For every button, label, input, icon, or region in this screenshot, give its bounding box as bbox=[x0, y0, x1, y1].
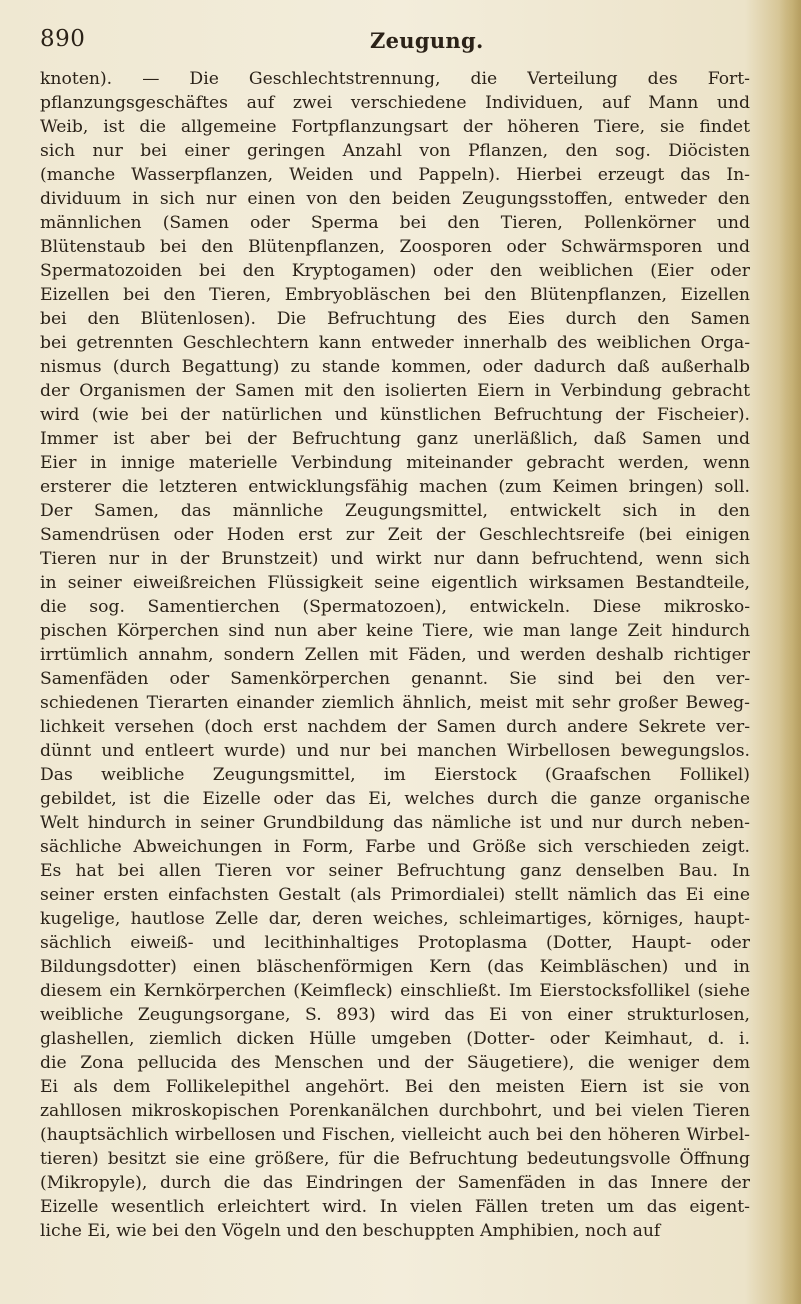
text-line: Tieren nur in der Brunstzeit) und wirkt nur dann befruchtend, wenn sich bbox=[40, 549, 750, 569]
text-line: ersterer die letzteren entwicklungsfähig machen (zum Keimen bringen) soll. bbox=[40, 477, 750, 497]
text-line: zahllosen mikroskopischen Porenkanälchen durchbohrt, und bei vielen Tieren bbox=[40, 1101, 750, 1121]
text-line: Samenfäden oder Samenkörperchen genannt. Sie sind bei den ver- bbox=[40, 669, 750, 689]
body-text bbox=[40, 67, 750, 1243]
text-line: knoten). — Die Geschlechtstrennung, die Verteilung des Fort- bbox=[40, 69, 750, 89]
text-line: Blütenstaub bei den Blütenpflanzen, Zoosporen oder Schwärmsporen und bbox=[40, 237, 750, 257]
text-line: glashellen, ziemlich dicken Hülle umgeben (Dotter- oder Keimhaut, d. i. bbox=[40, 1029, 750, 1049]
text-line: Spermatozoiden bei den Kryptogamen) oder den weiblichen (Eier oder bbox=[40, 261, 750, 281]
text-line: die Zona pellucida des Menschen und der Säugetiere), die weniger dem bbox=[40, 1053, 750, 1073]
text-line: in seiner eiweißreichen Flüssigkeit seine eigentlich wirksamen Bestandteile, bbox=[40, 573, 750, 593]
text-line: diesem ein Kernkörperchen (Keimfleck) einschließt. Im Eierstocksfollikel (siehe bbox=[40, 981, 750, 1001]
text-line: Das weibliche Zeugungsmittel, im Eierstock (Graafschen Follikel) bbox=[40, 765, 750, 785]
text-line: Eizellen bei den Tieren, Embryobläschen bei den Blütenpflanzen, Eizellen bbox=[40, 285, 750, 305]
text-line: (Mikropyle), durch die das Eindringen der Samenfäden in das Innere der bbox=[40, 1173, 750, 1193]
text-line: der Organismen der Samen mit den isolierten Eiern in Verbindung gebracht bbox=[40, 381, 750, 401]
text-line: dividuum in sich nur einen von den beiden Zeugungsstoffen, entweder den bbox=[40, 189, 750, 209]
page-edge-shadow bbox=[779, 0, 801, 1304]
text-line: Es hat bei allen Tieren vor seiner Befruchtung ganz denselben Bau. In bbox=[40, 861, 750, 881]
text-line: Immer ist aber bei der Befruchtung ganz unerläßlich, daß Samen und bbox=[40, 429, 750, 449]
text-line: Der Samen, das männliche Zeugungsmittel, entwickelt sich in den bbox=[40, 501, 750, 521]
text-line: wird (wie bei der natürlichen und künstlichen Befruchtung der Fischeier). bbox=[40, 405, 750, 425]
text-line: Weib, ist die allgemeine Fortpflanzungsart der höheren Tiere, sie findet bbox=[40, 117, 750, 137]
text-line: weibliche Zeugungsorgane, S. 893) wird das Ei von einer strukturlosen, bbox=[40, 1005, 750, 1025]
text-line: liche Ei, wie bei den Vögeln und den beschuppten Amphibien, noch auf bbox=[40, 1221, 661, 1241]
text-line: sich nur bei einer geringen Anzahl von Pflanzen, den sog. Diöcisten bbox=[40, 141, 750, 161]
page-header bbox=[40, 22, 750, 62]
text-line: die sog. Samentierchen (Spermatozoen), entwickeln. Diese mikrosko- bbox=[40, 597, 750, 617]
text-line: Samendrüsen oder Hoden erst zur Zeit der Geschlechtsreife (bei einigen bbox=[40, 525, 750, 545]
text-line: gebildet, ist die Eizelle oder das Ei, welches durch die ganze organische bbox=[40, 789, 750, 809]
page-number: 890 bbox=[40, 26, 86, 52]
text-line: nismus (durch Begattung) zu stande kommen, oder dadurch daß außerhalb bbox=[40, 357, 750, 377]
text-line: (hauptsächlich wirbellosen und Fischen, vielleicht auch bei den höheren Wirbel- bbox=[40, 1125, 750, 1145]
text-line: seiner ersten einfachsten Gestalt (als Primordialei) stellt nämlich das Ei eine bbox=[40, 885, 750, 905]
text-line: schiedenen Tierarten einander ziemlich ähnlich, meist mit sehr großer Beweg- bbox=[40, 693, 750, 713]
text-line: irrtümlich annahm, sondern Zellen mit Fäden, und werden deshalb richtiger bbox=[40, 645, 750, 665]
text-line: männlichen (Samen oder Sperma bei den Tieren, Pollenkörner und bbox=[40, 213, 750, 233]
text-line: bei getrennten Geschlechtern kann entweder innerhalb des weiblichen Orga- bbox=[40, 333, 750, 353]
text-line: Ei als dem Follikelepithel angehört. Bei den meisten Eiern ist sie von bbox=[40, 1077, 750, 1097]
text-line: Eizelle wesentlich erleichtert wird. In vielen Fällen treten um das eigent- bbox=[40, 1197, 750, 1217]
text-line: lichkeit versehen (doch erst nachdem der Samen durch andere Sekrete ver- bbox=[40, 717, 750, 737]
text-line: dünnt und entleert wurde) und nur bei manchen Wirbellosen bewegungslos. bbox=[40, 741, 750, 761]
text-line: Eier in innige materielle Verbindung miteinander gebracht werden, wenn bbox=[40, 453, 750, 473]
text-line: sächliche Abweichungen in Form, Farbe und Größe sich verschieden zeigt. bbox=[40, 837, 750, 857]
running-head: Zeugung. bbox=[370, 28, 484, 53]
text-line: bei den Blütenlosen). Die Befruchtung des Eies durch den Samen bbox=[40, 309, 750, 329]
text-line: pischen Körperchen sind nun aber keine Tiere, wie man lange Zeit hindurch bbox=[40, 621, 750, 641]
text-line: (manche Wasserpflanzen, Weiden und Pappeln). Hierbei erzeugt das In- bbox=[40, 165, 750, 185]
text-line: sächlich eiweiß- und lecithinhaltiges Protoplasma (Dotter, Haupt- oder bbox=[40, 933, 750, 953]
text-line: tieren) besitzt sie eine größere, für die Befruchtung bedeutungsvolle Öffnung bbox=[40, 1149, 750, 1169]
text-line: pflanzungsgeschäftes auf zwei verschiedene Individuen, auf Mann und bbox=[40, 93, 750, 113]
text-line: Bildungsdotter) einen bläschenförmigen Kern (das Keimbläschen) und in bbox=[40, 957, 750, 977]
text-line: kugelige, hautlose Zelle dar, deren weiches, schleimartiges, körniges, haupt- bbox=[40, 909, 750, 929]
text-line: Welt hindurch in seiner Grundbildung das nämliche ist und nur durch neben- bbox=[40, 813, 750, 833]
